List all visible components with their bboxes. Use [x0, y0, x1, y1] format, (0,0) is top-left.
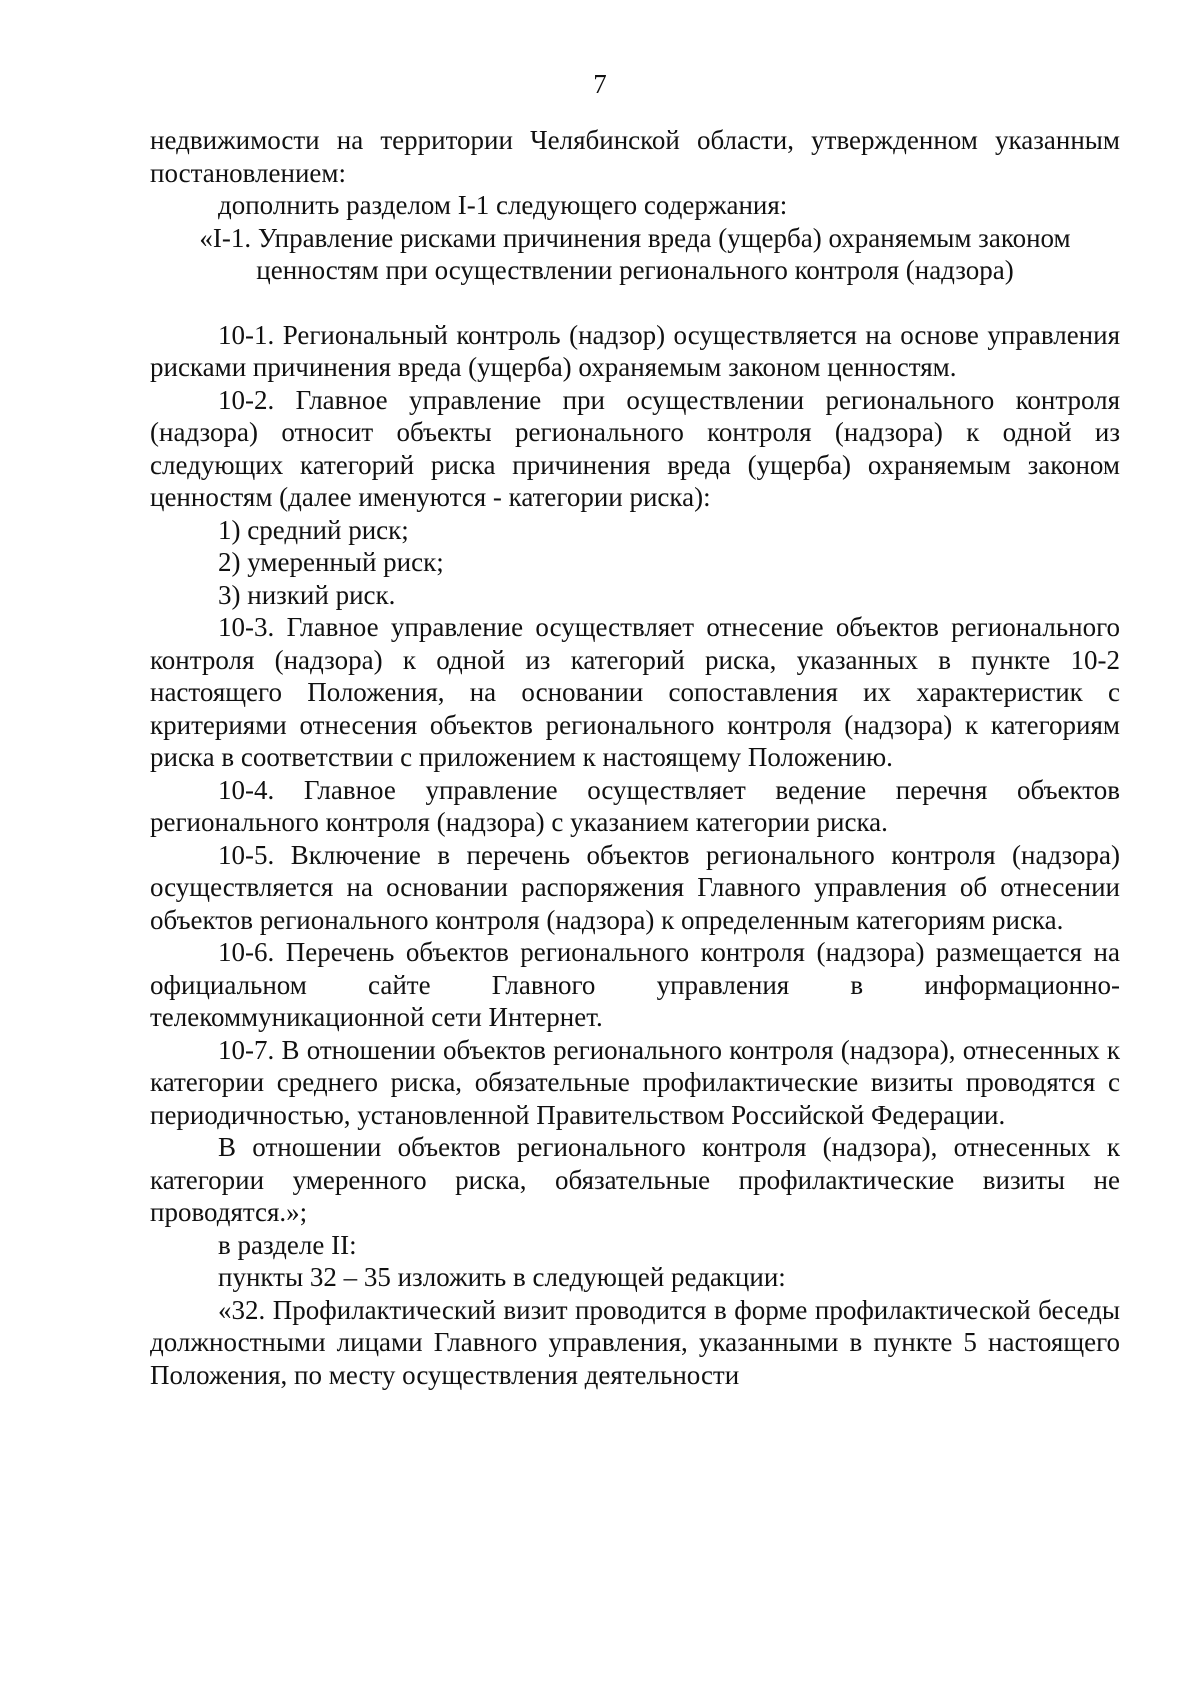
paragraph-amendment-instruction: дополнить разделом I-1 следующего содержания:	[218, 190, 788, 220]
section-heading: «I-1. Управление рисками причинения вреда (ущерба) охраняемым законом ценностям при осуществлении регионального контроля (надзора)	[199, 222, 1071, 285]
paragraph-points-32-35: пункты 32 – 35 изложить в следующей редакции:	[218, 1262, 786, 1292]
paragraph-section-2: в разделе II:	[218, 1229, 357, 1260]
list-item-risk-3: 3) низкий риск.	[218, 579, 396, 610]
document-body	[150, 124, 1120, 1391]
paragraph-32: «32. Профилактический визит проводится в форме профилактической беседы должностными лицами Главного управления, указанными в пункте 5 настоящего Положения, по месту осуществления деятельности	[150, 1294, 1120, 1390]
list-item-risk-1: 1) средний риск;	[218, 514, 409, 545]
paragraph-10-2: 10-2. Главное управление при осуществлении регионального контроля (надзора) относит объекты регионального контроля (надзора) к одной из следующих категорий риска причинения вреда (ущерба) охраняемым законом ценностям (далее именуются - категории риска):	[150, 384, 1120, 512]
paragraph-intro: недвижимости на территории Челябинской области, утвержденном указанным постановлением:	[150, 125, 1120, 188]
page-number: 7	[593, 69, 607, 99]
paragraph-moderate-risk: В отношении объектов регионального контроля (надзора), отнесенных к категории умеренного риска, обязательные профилактические визиты не проводятся.»;	[150, 1132, 1120, 1227]
list-item-risk-2: 2) умеренный риск;	[218, 547, 444, 577]
paragraph-10-5: 10-5. Включение в перечень объектов регионального контроля (надзора) осуществляется на основании распоряжения Главного управления об отнесении объектов регионального контроля (надзора) к определенным категориям риска.	[150, 839, 1120, 935]
paragraph-10-6: 10-6. Перечень объектов регионального контроля (надзора) размещается на официальном сайте Главного управления в информационно-телекоммуникационной сети Интернет.	[150, 937, 1120, 1032]
paragraph-10-4: 10-4. Главное управление осуществляет ведение перечня объектов регионального контроля (надзора) с указанием категории риска.	[150, 774, 1120, 837]
paragraph-10-3: 10-3. Главное управление осуществляет отнесение объектов регионального контроля (надзора) к одной из категорий риска, указанных в пункте 10-2 настоящего Положения, на основании сопоставления их характеристик с критериями отнесения объектов регионального контроля (надзора) к категориям риска в соответствии с приложением к настоящему Положению.	[150, 612, 1120, 772]
paragraph-10-7: 10-7. В отношении объектов регионального контроля (надзора), отнесенных к категории среднего риска, обязательные профилактические визиты проводятся с периодичностью, установленной Правительством Российской Федерации.	[150, 1034, 1120, 1130]
paragraph-10-1: 10-1. Региональный контроль (надзор) осуществляется на основе управления рисками причинения вреда (ущерба) охраняемым законом ценностям.	[150, 319, 1120, 382]
